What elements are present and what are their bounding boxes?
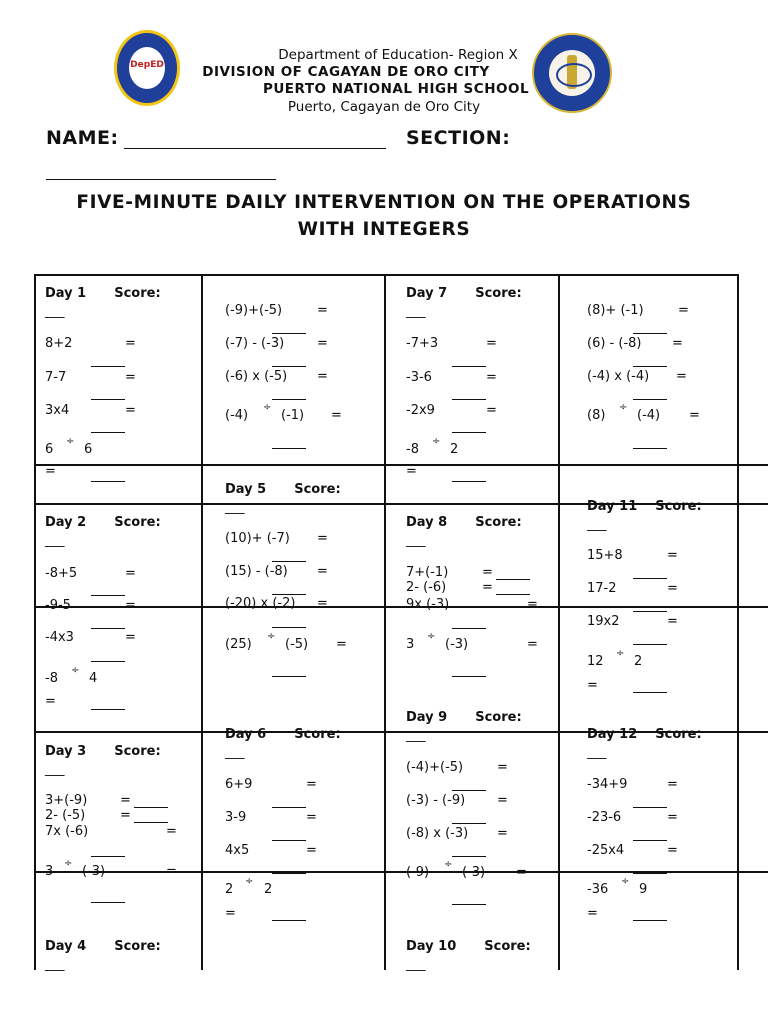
divide-sign: ÷ [267,631,276,642]
problem-dividend: 6 [45,442,54,457]
problem: (-3) - (-9) [406,793,466,808]
equals-sign: = [406,464,417,479]
problem-dividend: 12 [587,654,604,669]
answer-blank[interactable] [134,807,168,808]
day-label: Day 8 [406,515,448,530]
problem: (-4)+(-5) [406,760,464,775]
day-heading [406,710,522,725]
problem: (8)+ (-1) [587,303,644,318]
problem: (-8) x (-3) [406,826,469,841]
answer-blank[interactable] [91,399,125,400]
score-label: Score: [114,939,161,954]
section-field[interactable] [46,179,276,180]
problem-dividend: 2 [225,882,234,897]
answer-blank[interactable] [272,561,306,562]
equals-sign: = [527,637,538,652]
equals-sign: = [336,637,347,652]
answer-blank[interactable] [272,627,306,628]
answer-blank[interactable] [91,661,125,662]
score-blank[interactable]: ___ [225,745,245,760]
equals-sign: = [587,906,598,921]
answer-blank[interactable] [272,676,306,677]
table-left-border [34,274,36,970]
answer-blank[interactable] [633,692,667,693]
equals-sign: = [120,793,131,808]
divide-sign: ÷ [66,436,75,447]
column-divider [384,274,386,970]
answer-blank[interactable] [452,904,486,905]
answer-blank[interactable] [91,595,125,596]
answer-blank[interactable] [633,873,667,874]
equals-sign: = [486,370,497,385]
header-division: DIVISION OF CAGAYAN DE ORO CITY [202,64,490,80]
score-label: Score: [114,515,161,530]
equals-sign: = [667,581,678,596]
divide-sign: ÷ [71,665,80,676]
problem-dividend: 3 [45,864,54,879]
answer-blank[interactable] [633,840,667,841]
divide-sign: ÷ [444,859,453,870]
problem-dividend: 3 [406,637,415,652]
answer-blank[interactable] [272,840,306,841]
equals-sign: = [125,370,136,385]
score-label: Score: [475,710,522,725]
equals-sign: = [587,678,598,693]
score-blank[interactable]: ___ [45,533,65,548]
header-department: Department of Education- Region X [278,47,518,63]
problem: -23-6 [587,810,622,825]
equals-sign: = [667,843,678,858]
answer-blank[interactable] [91,432,125,433]
problem: -25x4 [587,843,625,858]
equals-sign: = [527,597,538,612]
score-blank[interactable]: ___ [406,533,426,548]
equals-sign: = [317,336,328,351]
score-label: Score: [484,939,531,954]
row-divider [34,606,768,608]
answer-blank[interactable] [633,611,667,612]
problem: (6) - (-8) [587,336,642,351]
problem: 17-2 [587,581,617,596]
problem: 2- (-6) [406,580,447,595]
problem: (-20) x (-2) [225,596,296,611]
answer-blank[interactable] [91,628,125,629]
answer-blank[interactable] [134,822,168,823]
equals-sign: = [689,408,700,423]
name-field[interactable] [124,148,386,149]
equals-sign: = [331,408,342,423]
answer-blank[interactable] [452,676,486,677]
problem: 4x5 [225,843,250,858]
day-label: Day 10 [406,939,457,954]
day-label: Day 4 [45,939,87,954]
score-blank[interactable]: ___ [45,762,65,777]
score-label: Score: [114,744,161,759]
equals-sign: = [667,777,678,792]
answer-blank[interactable] [272,594,306,595]
score-label: Score: [475,286,522,301]
problem-dividend: -8 [406,442,419,457]
equals-sign: = [667,614,678,629]
problem: 7x (-6) [45,824,89,839]
worksheet-title-line1: FIVE-MINUTE DAILY INTERVENTION ON THE OPERATIONS [76,192,692,213]
problem: (-6) x (-5) [225,369,288,384]
equals-sign: = [486,336,497,351]
problem: (10)+ (-7) [225,531,290,546]
answer-blank[interactable] [633,333,667,334]
header-address: Puerto, Cagayan de Oro City [287,99,481,115]
divide-sign: ÷ [621,876,630,887]
answer-blank[interactable] [91,481,125,482]
day-label: Day 1 [45,286,87,301]
equals-sign: = [120,808,131,823]
day-heading [45,744,161,759]
problem: 8+2 [45,336,73,351]
divide-sign: ÷ [427,631,436,642]
day-heading [587,499,702,514]
header-school: PUERTO NATIONAL HIGH SCHOOL [262,81,530,97]
problem: -2x9 [406,403,435,418]
day-heading [406,286,522,301]
row-divider [34,464,768,466]
name-label: NAME: [46,127,119,149]
problem-dividend: (8) [587,408,606,423]
problem-divisor: (-3) [462,865,486,880]
day-label: Day 9 [406,710,448,725]
score-label: Score: [475,515,522,530]
problem: 7-7 [45,370,67,385]
score-blank[interactable]: ___ [225,500,245,515]
problem-divisor: (-3) [445,637,469,652]
problem: 3x4 [45,403,70,418]
equals-sign: = [306,810,317,825]
answer-blank[interactable] [452,481,486,482]
problem-dividend: -36 [587,882,609,897]
equals-sign: = [317,596,328,611]
equals-sign: = [667,810,678,825]
answer-blank[interactable] [452,856,486,857]
answer-blank[interactable] [633,366,667,367]
answer-blank[interactable] [272,333,306,334]
score-label: Score: [114,286,161,301]
equals-sign: = [678,303,689,318]
divide-sign: ÷ [432,436,441,447]
problem: -3-6 [406,370,432,385]
equals-sign: = [497,826,508,841]
score-blank[interactable]: ___ [406,728,426,743]
day-label: Day 12 [587,727,638,742]
problem: 15+8 [587,548,623,563]
answer-blank[interactable] [452,432,486,433]
day-heading [225,482,341,497]
problem: 9x (-3) [406,597,450,612]
day-label: Day 6 [225,727,267,742]
score-label: Score: [655,727,702,742]
answer-blank[interactable] [91,709,125,710]
equals-sign: = [125,566,136,581]
equals-sign: = [317,369,328,384]
score-blank[interactable]: ___ [45,304,65,319]
problem: (-7) - (-3) [225,336,285,351]
problem: -9-5 [45,598,71,613]
divide-sign: ÷ [616,648,625,659]
answer-blank[interactable] [272,399,306,400]
day-heading [45,939,161,954]
equals-sign: = [306,843,317,858]
equals-sign: = [317,564,328,579]
answer-blank[interactable] [272,920,306,921]
problem: (-4) x (-4) [587,369,650,384]
problem: 2- (-5) [45,808,86,823]
answer-blank[interactable] [272,366,306,367]
problem-dividend: -8 [45,671,58,686]
equals-sign: = [672,336,683,351]
answer-blank[interactable] [91,902,125,903]
equals-sign: = [125,403,136,418]
problem-divisor: (-1) [281,408,305,423]
problem: (-9)+(-5) [225,303,283,318]
problem-divisor: (-5) [285,637,309,652]
equals-sign: = [225,906,236,921]
equals-sign: = [667,548,678,563]
problem: 7+(-1) [406,565,449,580]
day-label: Day 3 [45,744,87,759]
day-label: Day 11 [587,499,638,514]
problem: 6+9 [225,777,253,792]
score-blank[interactable]: ___ [587,517,607,532]
divide-sign: ÷ [263,402,272,413]
score-blank[interactable]: ___ [587,745,607,760]
answer-blank[interactable] [452,366,486,367]
answer-blank[interactable] [452,823,486,824]
equals-sign: = [486,403,497,418]
equals-sign: = [166,824,177,839]
problem: -8+5 [45,566,78,581]
answer-blank[interactable] [272,448,306,449]
answer-blank[interactable] [633,448,667,449]
equals-sign: = [45,694,56,709]
answer-blank[interactable] [272,807,306,808]
equals-sign: = [497,793,508,808]
problem: -4x3 [45,630,74,645]
day-label: Day 2 [45,515,87,530]
answer-blank[interactable] [452,628,486,629]
problem: -7+3 [406,336,439,351]
equals-sign: = [676,369,687,384]
problem-divisor: 6 [84,442,93,457]
seal-text: DepED [130,60,164,70]
day-heading [225,727,341,742]
score-label: Score: [655,499,702,514]
problem: -34+9 [587,777,628,792]
equals-sign: = [482,565,493,580]
answer-blank[interactable] [91,366,125,367]
answer-blank[interactable] [496,579,530,580]
equals-sign: = [125,598,136,613]
problem-divisor: 2 [264,882,273,897]
problem-divisor: 4 [89,671,98,686]
answer-blank[interactable] [633,920,667,921]
problem-divisor: (-4) [637,408,661,423]
equals-sign: = [306,777,317,792]
worksheet-title-line2: WITH INTEGERS [297,219,471,240]
equals-sign: = [482,580,493,595]
problem: (15) - (-8) [225,564,288,579]
equals-sign: = [125,336,136,351]
equals-sign: = [317,303,328,318]
score-label: Score: [294,482,341,497]
equals-sign: = [516,865,527,880]
column-divider [201,274,203,970]
problem-divisor: (-3) [82,864,106,879]
day-label: Day 5 [225,482,267,497]
divide-sign: ÷ [619,402,628,413]
column-divider [558,274,560,970]
score-blank[interactable]: ___ [406,957,426,972]
answer-blank[interactable] [633,807,667,808]
day-heading [45,286,161,301]
divide-sign: ÷ [64,858,73,869]
problem-dividend: (-9) [406,865,430,880]
answer-blank[interactable] [272,873,306,874]
day-heading [406,939,531,954]
problem: 3+(-9) [45,793,88,808]
answer-blank[interactable] [496,594,530,595]
problem-dividend: (-4) [225,408,249,423]
problem-dividend: (25) [225,637,252,652]
equals-sign: = [45,464,56,479]
score-blank[interactable]: ___ [45,957,65,972]
score-label: Score: [294,727,341,742]
answer-blank[interactable] [452,399,486,400]
table-top-border [34,274,738,276]
problem-divisor: 2 [450,442,459,457]
answer-blank[interactable] [633,578,667,579]
problem-divisor: 9 [639,882,648,897]
equals-sign: = [125,630,136,645]
score-blank[interactable]: ___ [406,304,426,319]
day-heading [406,515,522,530]
equals-sign: = [166,864,177,879]
answer-blank[interactable] [633,644,667,645]
table-right-border [737,274,739,970]
problem-divisor: 2 [634,654,643,669]
equals-sign: = [497,760,508,775]
answer-blank[interactable] [633,399,667,400]
answer-blank[interactable] [91,856,125,857]
section-label: SECTION: [406,127,511,149]
day-label: Day 7 [406,286,448,301]
problem: 19x2 [587,614,620,629]
problem: 3-9 [225,810,247,825]
equals-sign: = [317,531,328,546]
divide-sign: ÷ [245,876,254,887]
day-heading [587,727,702,742]
day-heading [45,515,161,530]
answer-blank[interactable] [452,790,486,791]
